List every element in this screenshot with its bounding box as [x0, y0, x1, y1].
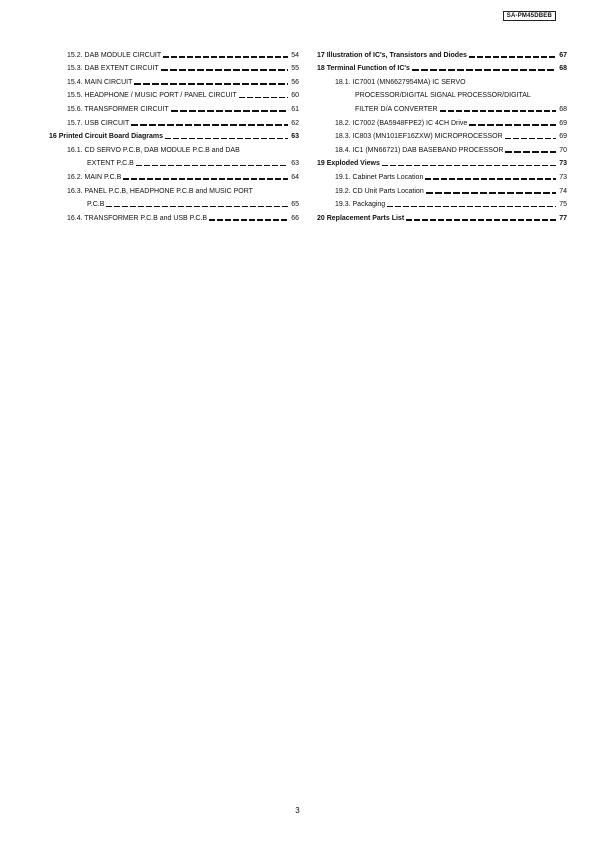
toc-entry-title: 15.2. DAB MODULE CIRCUIT: [67, 51, 162, 59]
toc-entry-page: 61: [291, 105, 299, 113]
toc-entry-title: 20 Replacement Parts List: [317, 214, 405, 222]
toc-entry-page: 68: [559, 65, 567, 73]
toc-entry-title: 15.3. DAB EXTENT CIRCUIT: [67, 65, 159, 73]
toc-entry-page: 73: [559, 173, 567, 181]
toc-entry[interactable]: [49, 168, 299, 182]
dot-leader: [163, 56, 288, 58]
toc-entry-page: 65: [291, 201, 299, 209]
toc-entry[interactable]: [317, 141, 567, 155]
dot-leader: [123, 178, 288, 180]
toc-entry[interactable]: [49, 73, 299, 87]
toc-entry-page: 54: [291, 51, 299, 59]
toc-entry-title: 18 Terminal Function of IC's: [317, 65, 410, 73]
toc-entry-title: 15.6. TRANSFORMER CIRCUIT: [67, 105, 169, 113]
toc-entry[interactable]: [317, 209, 567, 223]
toc-entry[interactable]: [49, 100, 299, 114]
toc-right-column: [317, 46, 567, 223]
toc-entry[interactable]: [49, 60, 299, 74]
toc-entry-title: 18.1. IC7001 (MN6627954MA) IC SERVO: [335, 78, 466, 86]
dot-leader: [505, 138, 556, 140]
toc-entry-title: 16 Printed Circuit Board Diagrams: [49, 133, 163, 141]
toc-entry-title: 15.5. HEADPHONE / MUSIC PORT / PANEL CIRCUIT: [67, 92, 237, 100]
toc-entry-page: 60: [291, 92, 299, 100]
dot-leader: [131, 124, 288, 126]
toc-entry-page: 77: [559, 214, 567, 222]
toc-entry-title: FILTER D/A CONVERTER: [355, 105, 438, 113]
dot-leader: [469, 124, 556, 126]
toc-entry-title: PROCESSOR/DIGITAL SIGNAL PROCESSOR/DIGITAL: [355, 92, 531, 100]
dot-leader: [165, 138, 288, 140]
dot-leader: [134, 83, 288, 85]
toc-entry[interactable]: [49, 141, 299, 155]
toc-entry[interactable]: [317, 168, 567, 182]
toc-entry[interactable]: [317, 114, 567, 128]
toc-entry-title: 18.2. IC7002 (BA5948FPE2) IC 4CH Drive: [335, 119, 468, 127]
toc-entry-page: 73: [559, 160, 567, 168]
toc-entry-title: 19.3. Packaging: [335, 201, 386, 209]
toc-entry-page: 64: [291, 173, 299, 181]
dot-leader: [387, 206, 556, 208]
toc-entry-title: 15.7. USB CIRCUIT: [67, 119, 130, 127]
toc-entry-page: 70: [559, 146, 567, 154]
dot-leader: [406, 219, 556, 221]
toc-entry-page: 55: [291, 65, 299, 73]
toc-entry-title: 18.4. IC1 (MN66721) DAB BASEBAND PROCESSOR: [335, 146, 504, 154]
toc-entry-title: 16.2. MAIN P.C.B: [67, 173, 122, 181]
toc-entry-page: 75: [559, 201, 567, 209]
toc-entry-page: 63: [291, 133, 299, 141]
dot-leader: [426, 192, 556, 194]
dot-leader: [382, 165, 556, 167]
dot-leader: [469, 56, 556, 58]
toc-entry-title: 19 Exploded Views: [317, 160, 380, 168]
toc-entry-title: 15.4. MAIN CIRCUIT: [67, 78, 133, 86]
toc-entry[interactable]: [49, 155, 299, 169]
toc-entry-page: 68: [559, 105, 567, 113]
toc-entry-title: 17 Illustration of IC's, Transistors and Diodes: [317, 51, 467, 59]
toc-entry-title: 16.4. TRANSFORMER P.C.B and USB P.C.B: [67, 214, 208, 222]
toc-entry[interactable]: [317, 182, 567, 196]
dot-leader: [106, 206, 288, 208]
dot-leader: [425, 178, 556, 180]
dot-leader: [440, 110, 556, 112]
toc-left-column: [49, 46, 299, 223]
toc-entry-page: 69: [559, 133, 567, 141]
toc-entry[interactable]: [49, 87, 299, 101]
dot-leader: [239, 97, 288, 99]
toc-entry[interactable]: [49, 46, 299, 60]
toc-entry-page: 67: [559, 51, 567, 59]
toc-entry[interactable]: [49, 114, 299, 128]
toc-entry-title: 16.1. CD SERVO P.C.B, DAB MODULE P.C.B and DAB: [67, 146, 240, 154]
dot-leader: [136, 165, 288, 167]
toc-entry[interactable]: [49, 128, 299, 142]
toc-entry[interactable]: [317, 196, 567, 210]
toc-entry-title: 19.2. CD Unit Parts Location: [335, 187, 424, 195]
toc-entry[interactable]: [49, 196, 299, 210]
toc-entry-page: 63: [291, 160, 299, 168]
dot-leader: [171, 110, 288, 112]
toc-entry-page: 62: [291, 119, 299, 127]
toc-entry-title: 16.3. PANEL P.C.B, HEADPHONE P.C.B and MUSIC PORT: [67, 187, 253, 195]
toc-entry-page: 66: [291, 214, 299, 222]
page-number: 3: [295, 806, 300, 815]
toc-entry-page: 56: [291, 78, 299, 86]
toc-entry-title: 18.3. IC803 (MN101EF16ZXW) MICROPROCESSOR: [335, 133, 503, 141]
toc-entry[interactable]: [49, 209, 299, 223]
toc-entry[interactable]: [317, 128, 567, 142]
dot-leader: [505, 151, 556, 153]
toc-entry[interactable]: [317, 87, 567, 101]
dot-leader: [412, 69, 556, 71]
toc-entry[interactable]: [317, 60, 567, 74]
toc-entry[interactable]: [317, 100, 567, 114]
toc-entry-page: 74: [559, 187, 567, 195]
toc-entry[interactable]: [317, 73, 567, 87]
dot-leader: [209, 219, 288, 221]
toc-entry-title: EXTENT P.C.B: [87, 160, 134, 168]
toc-entry-page: 69: [559, 119, 567, 127]
toc-entry[interactable]: [317, 155, 567, 169]
toc-entry[interactable]: [49, 182, 299, 196]
toc-entry[interactable]: [317, 46, 567, 60]
model-number-box: SA-PM45DBEB: [503, 11, 556, 21]
toc-entry-title: P.C.B: [87, 201, 105, 209]
toc-entry-title: 19.1. Cabinet Parts Location: [335, 173, 424, 181]
dot-leader: [161, 69, 288, 71]
